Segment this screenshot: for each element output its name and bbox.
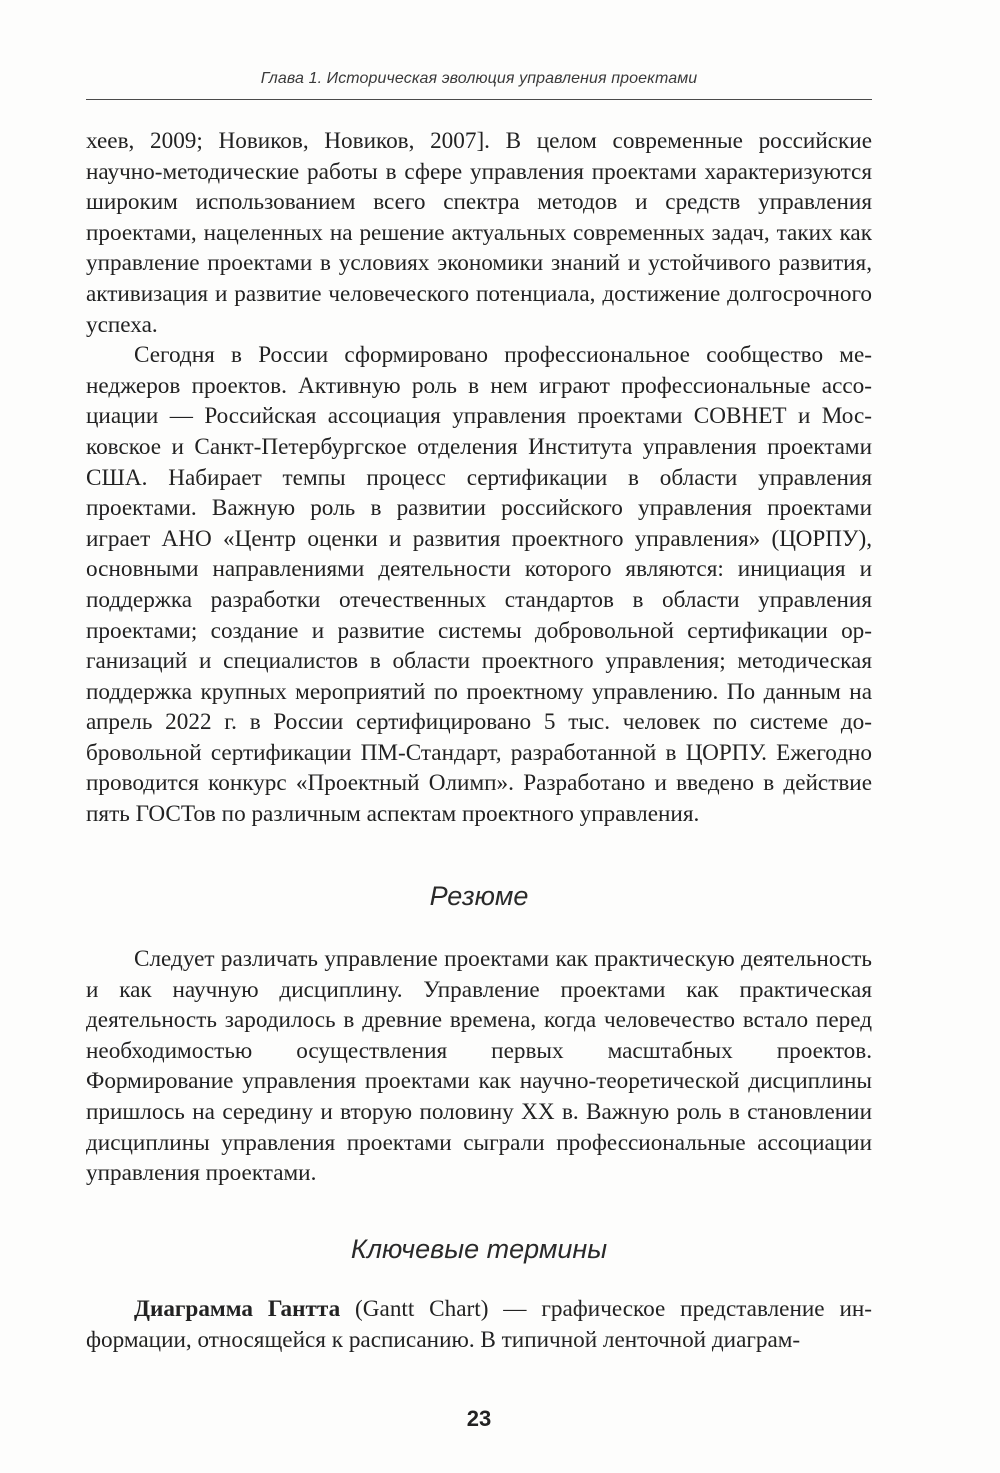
- summary-heading: Резюме: [429, 881, 529, 911]
- term-definition: [86, 1294, 872, 1355]
- summary-paragraph: Следует различать управление проектами как практическую деятельность и как научную дисциплину. Управление проектами как практическая деятельность зародилось в древние времена, когда человечество встало перед необходимостью осуществления первых масштабных проектов. Формирование управления проектами как научно-теоретической дисциплины пришлось на середину и вторую половину XX в. Важную роль в становлении дисциплины управления проектами сыграли профессиональные ассоциации управления проектами.: [86, 946, 872, 1187]
- key-terms-text-block: [86, 1294, 872, 1355]
- key-terms-heading: Ключевые термины: [350, 1234, 608, 1264]
- term-name: Диаграмма Гантта: [134, 1296, 341, 1322]
- paragraph-1: хеев, 2009; Новиков, Новиков, 2007]. В целом современные российские научно-методические работы в сфере управления проектами характеризуются широким использованием всего спектра методов и средств управления проектами, нацеленных на решение актуальных современных задач, таких как управление проектами в условиях экономики знаний и устойчивого развития, активизация и развитие человеческого потенциала, достижение долгосрочного успеха.: [86, 128, 872, 338]
- term-definition-text: (Gantt Chart) — графическое представление информации, относящейся к расписанию. В типичной ленточной диаграм-: [86, 1296, 872, 1353]
- paragraph-2: Сегодня в России сформировано профессиональное сообщество менеджеров проектов. Активную роль в нем играют профессиональные ассоциации — Российская ассоциация управления проектами СОВНЕТ и Московское и Санкт-Петербургское отделения Института управления проектами США. Набирает темпы процесс сертификации в области управления проектами. Важную роль в развитии российского управления проектами играет АНО «Центр оценки и развития проектного управления» (ЦОРПУ), основными направлениями деятельности которого являются: инициация и поддержка разработки отечественных стандартов в области управления проектами; создание и развитие системы добровольной сертификации организаций и специалистов в области проектного управления; методическая поддержка крупных мероприятий по проектному управлению. По данным на апрель 2022 г. в России сертифицировано 5 тыс. человек по системе добровольной сертификации ПМ-Стандарт, разработанной в ЦОРПУ. Ежегодно проводится конкурс «Проектный Олимп». Разработано и введено в действие пять ГОСТов по различным аспектам проектного управления.: [86, 342, 872, 828]
- summary-text-block: [86, 944, 872, 1189]
- body-text: [86, 126, 872, 830]
- page-number: 23: [466, 1406, 492, 1431]
- running-head: Глава 1. Историческая эволюция управления проектами: [260, 70, 698, 87]
- header-rule: [86, 99, 872, 100]
